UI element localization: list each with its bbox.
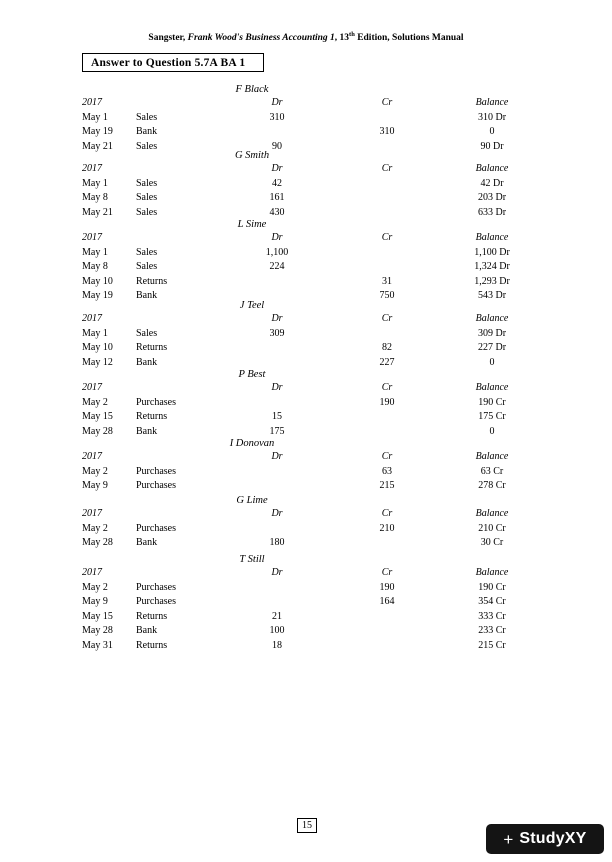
account-table — [82, 231, 542, 304]
account-table — [82, 312, 542, 370]
column-header-dr: Dr — [271, 451, 283, 462]
brand-name: StudyXY — [519, 830, 587, 847]
table-row — [82, 595, 542, 610]
cell-balance: 1,100 Dr — [474, 246, 510, 258]
cell-dr: 175 — [269, 425, 285, 437]
column-header-balance: Balance — [475, 508, 509, 519]
cell-balance: 354 Cr — [478, 596, 506, 608]
header-author: Sangster, — [148, 33, 188, 44]
cell-date: May 15 — [82, 610, 113, 622]
table-row — [82, 327, 542, 342]
cell-dr: 309 — [269, 327, 285, 339]
column-header-balance: Balance — [475, 163, 509, 174]
account-table — [82, 450, 542, 494]
column-header-description — [136, 231, 222, 246]
cell-balance: 309 Dr — [477, 327, 507, 339]
cell-date: May 1 — [82, 111, 108, 123]
ledger-account — [82, 300, 542, 370]
cell-balance: 310 Dr — [477, 111, 507, 123]
cell-dr — [222, 581, 332, 596]
cell-cr — [332, 177, 442, 192]
column-header-dr: Dr — [271, 232, 283, 243]
cell-balance: 278 Cr — [478, 480, 506, 492]
cell-date: May 8 — [82, 261, 108, 273]
account-name: G Smith — [234, 150, 270, 161]
table-header-row — [82, 507, 542, 522]
cell-balance: 227 Dr — [477, 342, 507, 354]
account-name: J Teel — [239, 300, 265, 311]
column-header-cr: Cr — [381, 451, 393, 462]
cell-cr: 31 — [382, 275, 392, 287]
table-header-row — [82, 231, 542, 246]
cell-dr: 21 — [272, 610, 282, 622]
column-header-cr: Cr — [381, 313, 393, 324]
cell-balance: 1,293 Dr — [474, 275, 510, 287]
column-header-balance: Balance — [475, 382, 509, 393]
table-row — [82, 624, 542, 639]
ledger-account — [82, 369, 542, 439]
cell-balance: 543 Dr — [477, 290, 507, 302]
cell-balance: 175 Cr — [478, 411, 506, 423]
table-row — [82, 581, 542, 596]
cell-date: May 21 — [82, 140, 113, 152]
cell-date: May 19 — [82, 126, 113, 138]
cell-description: Sales — [136, 111, 158, 123]
cell-date: May 2 — [82, 396, 108, 408]
column-header-description — [136, 162, 222, 177]
table-row — [82, 260, 542, 275]
cell-balance: 633 Dr — [477, 206, 507, 218]
cell-cr: 190 — [379, 396, 395, 408]
ledger-account — [82, 84, 542, 154]
cell-cr — [332, 111, 442, 126]
header-edition-ordinal: th — [349, 31, 355, 38]
header-edition-post: Edition, Solutions Manual — [354, 33, 464, 44]
page-number: 15 — [297, 818, 317, 833]
ledger-account — [82, 438, 542, 494]
cell-date: May 9 — [82, 480, 108, 492]
cell-description: Returns — [136, 411, 168, 423]
cell-dr: 15 — [272, 411, 282, 423]
cell-description: Bank — [136, 537, 158, 549]
cell-balance: 42 Dr — [480, 177, 504, 189]
column-header-cr: Cr — [381, 232, 393, 243]
table-row — [82, 639, 542, 654]
cell-description: Bank — [136, 290, 158, 302]
column-header-description — [136, 507, 222, 522]
column-header-balance: Balance — [475, 451, 509, 462]
header-book-title: Frank Wood's Business Accounting 1 — [187, 33, 335, 44]
cell-cr — [332, 327, 442, 342]
cell-cr: 215 — [379, 480, 395, 492]
cell-dr: 161 — [269, 192, 285, 204]
cell-dr — [222, 595, 332, 610]
table-header-row — [82, 96, 542, 111]
ledger-account — [82, 150, 542, 220]
column-header-year: 2017 — [82, 97, 102, 108]
ledger-account — [82, 554, 542, 654]
cell-dr: 1,100 — [265, 246, 289, 258]
cell-cr: 210 — [379, 522, 395, 534]
cell-description: Returns — [136, 275, 168, 287]
cell-description: Purchases — [136, 522, 176, 534]
column-header-dr: Dr — [271, 313, 283, 324]
cell-cr: 750 — [379, 290, 395, 302]
cell-cr — [332, 260, 442, 275]
cell-cr: 190 — [379, 581, 395, 593]
cell-description: Sales — [136, 206, 158, 218]
column-header-year: 2017 — [82, 451, 102, 462]
header-edition-pre: , 13 — [334, 33, 350, 44]
cell-dr — [222, 522, 332, 537]
cell-balance: 63 Cr — [480, 465, 504, 477]
column-header-dr: Dr — [271, 508, 283, 519]
cell-description: Purchases — [136, 396, 176, 408]
cell-balance: 215 Cr — [478, 639, 506, 651]
cell-cr: 82 — [382, 342, 392, 354]
table-row — [82, 610, 542, 625]
brand-badge[interactable] — [486, 824, 604, 854]
cell-dr: 430 — [269, 206, 285, 218]
cell-balance: 0 — [489, 126, 495, 138]
cell-date: May 10 — [82, 342, 113, 354]
cell-dr: 90 — [272, 140, 282, 152]
cell-date: May 9 — [82, 596, 108, 608]
table-header-row — [82, 450, 542, 465]
column-header-cr: Cr — [381, 567, 393, 578]
cell-description: Returns — [136, 610, 168, 622]
cell-dr: 310 — [269, 111, 285, 123]
cell-dr: 224 — [269, 261, 285, 273]
cell-dr: 180 — [269, 537, 285, 549]
account-table — [82, 566, 542, 654]
table-row — [82, 396, 542, 411]
cell-description: Purchases — [136, 581, 176, 593]
cell-balance: 0 — [489, 425, 495, 437]
cell-description: Bank — [136, 126, 158, 138]
running-header — [0, 31, 612, 43]
column-header-balance: Balance — [475, 232, 509, 243]
cell-dr: 42 — [272, 177, 282, 189]
table-row — [82, 111, 542, 126]
cell-balance: 1,324 Dr — [474, 261, 510, 273]
cell-description: Sales — [136, 140, 158, 152]
account-table — [82, 162, 542, 220]
account-name: I Donovan — [229, 438, 275, 449]
cell-balance: 190 Cr — [478, 581, 506, 593]
column-header-balance: Balance — [475, 97, 509, 108]
cell-dr — [222, 396, 332, 411]
cell-cr — [332, 536, 442, 551]
page-title: Answer to Question 5.7A BA 1 — [91, 56, 246, 69]
cell-balance: 190 Cr — [478, 396, 506, 408]
account-name: G Lime — [236, 495, 268, 506]
column-header-year: 2017 — [82, 163, 102, 174]
cell-cr: 164 — [379, 596, 395, 608]
column-header-year: 2017 — [82, 382, 102, 393]
cell-date: May 1 — [82, 327, 108, 339]
cell-dr: 100 — [269, 625, 285, 637]
cell-description: Returns — [136, 342, 168, 354]
cell-date: May 2 — [82, 522, 108, 534]
column-header-balance: Balance — [475, 567, 509, 578]
column-header-cr: Cr — [381, 508, 393, 519]
cell-date: May 1 — [82, 246, 108, 258]
cell-description: Purchases — [136, 465, 176, 477]
cell-description: Bank — [136, 425, 158, 437]
account-name: F Black — [235, 84, 269, 95]
cell-description: Bank — [136, 356, 158, 368]
cell-dr — [222, 125, 332, 140]
table-row — [82, 410, 542, 425]
cell-balance: 210 Cr — [478, 522, 506, 534]
cell-balance: 90 Dr — [480, 140, 504, 152]
table-row — [82, 465, 542, 480]
cell-date: May 28 — [82, 625, 113, 637]
account-table — [82, 507, 542, 551]
table-header-row — [82, 312, 542, 327]
cell-description: Sales — [136, 327, 158, 339]
cell-dr: 18 — [272, 639, 282, 651]
column-header-year: 2017 — [82, 232, 102, 243]
cell-cr — [332, 191, 442, 206]
cell-date: May 31 — [82, 639, 113, 651]
cell-date: May 21 — [82, 206, 113, 218]
cell-balance: 233 Cr — [478, 625, 506, 637]
cell-balance: 30 Cr — [480, 537, 504, 549]
ledger-account — [82, 495, 542, 551]
cell-description: Sales — [136, 261, 158, 273]
cell-date: May 1 — [82, 177, 108, 189]
cell-cr — [332, 246, 442, 261]
cell-cr — [332, 410, 442, 425]
table-header-row — [82, 162, 542, 177]
cell-description: Purchases — [136, 480, 176, 492]
cell-cr — [332, 624, 442, 639]
cell-description: Purchases — [136, 596, 176, 608]
cell-dr — [222, 341, 332, 356]
table-row — [82, 536, 542, 551]
plus-icon: + — [503, 829, 514, 849]
cell-cr: 63 — [382, 465, 392, 477]
table-row — [82, 246, 542, 261]
cell-date: May 2 — [82, 465, 108, 477]
cell-date: May 8 — [82, 192, 108, 204]
table-row — [82, 479, 542, 494]
table-row — [82, 341, 542, 356]
cell-dr — [222, 465, 332, 480]
cell-dr — [222, 275, 332, 290]
cell-balance: 0 — [489, 356, 495, 368]
cell-cr: 227 — [379, 356, 395, 368]
table-row — [82, 522, 542, 537]
table-row — [82, 275, 542, 290]
account-table — [82, 381, 542, 439]
column-header-description — [136, 566, 222, 581]
column-header-description — [136, 96, 222, 111]
column-header-description — [136, 450, 222, 465]
account-table — [82, 96, 542, 154]
cell-description: Bank — [136, 625, 158, 637]
cell-cr: 310 — [379, 126, 395, 138]
table-header-row — [82, 566, 542, 581]
table-row — [82, 125, 542, 140]
column-header-cr: Cr — [381, 163, 393, 174]
column-header-dr: Dr — [271, 567, 283, 578]
cell-balance: 203 Dr — [477, 192, 507, 204]
column-header-year: 2017 — [82, 313, 102, 324]
cell-date: May 12 — [82, 356, 113, 368]
cell-date: May 28 — [82, 425, 113, 437]
cell-description: Sales — [136, 192, 158, 204]
cell-date: May 19 — [82, 290, 113, 302]
cell-date: May 2 — [82, 581, 108, 593]
column-header-balance: Balance — [475, 313, 509, 324]
cell-description: Returns — [136, 639, 168, 651]
account-name: P Best — [238, 369, 266, 380]
cell-date: May 15 — [82, 411, 113, 423]
ledger-account — [82, 219, 542, 304]
cell-description: Sales — [136, 177, 158, 189]
cell-date: May 10 — [82, 275, 113, 287]
column-header-cr: Cr — [381, 97, 393, 108]
column-header-dr: Dr — [271, 382, 283, 393]
column-header-cr: Cr — [381, 382, 393, 393]
table-row — [82, 177, 542, 192]
column-header-dr: Dr — [271, 97, 283, 108]
column-header-year: 2017 — [82, 567, 102, 578]
account-name: L Sime — [237, 219, 267, 230]
column-header-year: 2017 — [82, 508, 102, 519]
column-header-dr: Dr — [271, 163, 283, 174]
table-row — [82, 191, 542, 206]
answer-title-box — [82, 53, 264, 72]
cell-cr — [332, 639, 442, 654]
account-name: T Still — [239, 554, 265, 565]
cell-dr — [222, 479, 332, 494]
column-header-description — [136, 312, 222, 327]
cell-description: Sales — [136, 246, 158, 258]
column-header-description — [136, 381, 222, 396]
cell-date: May 28 — [82, 537, 113, 549]
cell-cr — [332, 610, 442, 625]
table-header-row — [82, 381, 542, 396]
cell-balance: 333 Cr — [478, 610, 506, 622]
